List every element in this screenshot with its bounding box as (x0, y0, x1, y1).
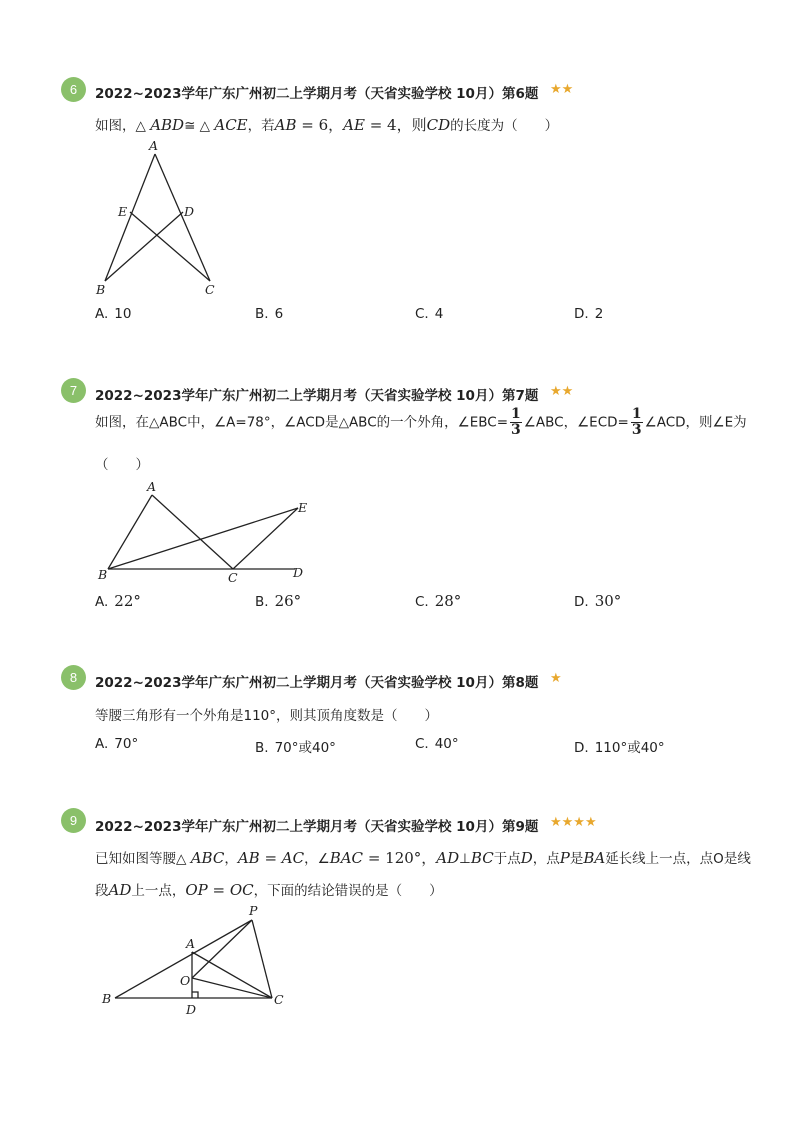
difficulty-stars: ★★ (550, 82, 574, 97)
option-c[interactable]: C. 4 (415, 306, 444, 322)
option-d[interactable]: D. 30° (574, 592, 622, 610)
svg-text:D: D (186, 1002, 197, 1017)
option-d[interactable]: D. 2 (574, 306, 604, 322)
triangle-figure (95, 900, 295, 1020)
question-number-badge: 6 (61, 77, 86, 102)
question-text: 如图，△ ABD≅ △ ACE，若AB = 6，AE = 4，则CD的长度为（ ） (95, 116, 559, 134)
question-text-line2: （ ） (95, 457, 149, 473)
option-d[interactable]: D. 110°或40° (574, 740, 665, 756)
question-text: 如图，在△ABC中，∠A=78°，∠ACD是△ABC的一个外角，∠EBC= $\frac{1}{3}$ ∠ABC，∠ECD= $\frac{1}{3}$ ∠ACD，则∠E为 (95, 406, 747, 438)
fraction: $\frac{1}{3}$ (511, 406, 521, 438)
question-number-badge: 7 (61, 378, 86, 403)
option-a[interactable]: A. 10 (95, 306, 132, 322)
option-b[interactable]: B. 6 (255, 306, 284, 322)
option-c[interactable]: C. 28° (415, 592, 462, 610)
question-text: 已知如图等腰△ ABC，AB = AC，∠BAC = 120°，AD⊥BC于点D，点P是BA延长线上一点，点O是线 (95, 849, 751, 867)
option-a[interactable]: A. 70° (95, 736, 139, 752)
svg-text:E: E (118, 204, 128, 219)
question-text: 等腰三角形有一个外角是110°，则其顶角度数是（ ） (95, 708, 439, 724)
svg-text:D: D (293, 565, 304, 580)
question-text-line2: 段AD上一点，OP = OC，下面的结论错误的是（ ） (95, 881, 443, 899)
svg-text:A: A (149, 138, 159, 153)
svg-text:O: O (180, 973, 191, 988)
option-b[interactable]: B. 70°或40° (255, 740, 336, 756)
option-c[interactable]: C. 40° (415, 736, 459, 752)
question-number-badge: 8 (61, 665, 86, 690)
question-header: 2022~2023学年广东广州初二上学期月考（天省实验学校 10月）第9题 (95, 819, 539, 835)
difficulty-stars: ★ (550, 671, 562, 686)
svg-text:B: B (102, 991, 112, 1006)
question-header: 2022~2023学年广东广州初二上学期月考（天省实验学校 10月）第8题 (95, 675, 539, 691)
svg-text:B: B (96, 282, 106, 297)
question-header: 2022~2023学年广东广州初二上学期月考（天省实验学校 10月）第7题 (95, 388, 539, 404)
svg-text:D: D (184, 204, 195, 219)
option-b[interactable]: B. 26° (255, 592, 302, 610)
svg-text:P: P (249, 903, 258, 918)
svg-text:E: E (298, 500, 308, 515)
svg-text:A: A (186, 936, 196, 951)
question-header: 2022~2023学年广东广州初二上学期月考（天省实验学校 10月）第6题 (95, 86, 539, 102)
question-number-badge: 9 (61, 808, 86, 833)
svg-text:C: C (205, 282, 215, 297)
triangle-figure (90, 138, 230, 300)
svg-text:C: C (228, 570, 238, 585)
svg-text:A: A (147, 479, 157, 494)
option-a[interactable]: A. 22° (95, 592, 141, 610)
difficulty-stars: ★★★★ (550, 815, 597, 830)
difficulty-stars: ★★ (550, 384, 574, 399)
svg-text:C: C (274, 992, 284, 1007)
fraction: $\frac{1}{3}$ (631, 406, 642, 438)
svg-text:B: B (98, 567, 108, 582)
triangle-figure (90, 478, 320, 586)
